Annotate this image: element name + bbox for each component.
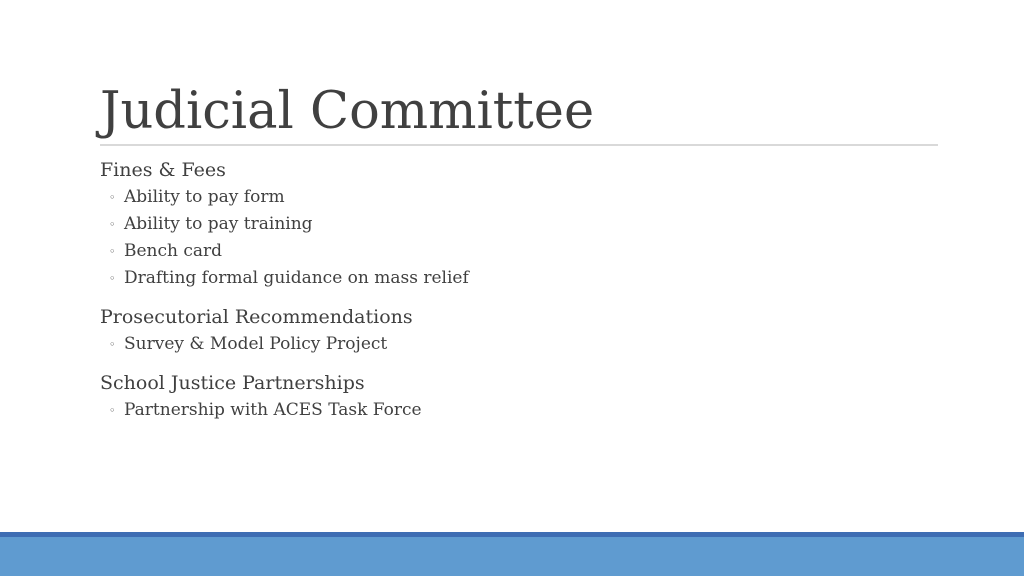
list-item — [100, 238, 940, 265]
list-item-text: Survey & Model Policy Project — [124, 334, 388, 354]
bullet-icon: ◦ — [109, 404, 116, 417]
bullet-icon: ◦ — [109, 338, 116, 351]
sub-list — [100, 331, 940, 358]
sub-list — [100, 184, 940, 292]
section-fines-fees — [100, 156, 940, 292]
bullet-icon: ◦ — [109, 191, 116, 204]
slide-title: Judicial Committee — [100, 82, 595, 141]
section-heading: Fines & Fees — [100, 159, 226, 181]
list-item — [100, 211, 940, 238]
list-item — [100, 184, 940, 211]
title-underline — [100, 144, 938, 146]
sub-list — [100, 397, 940, 424]
list-item — [100, 331, 940, 358]
list-item — [100, 265, 940, 292]
section-heading: Prosecutorial Recommendations — [100, 306, 413, 328]
list-item-text: Partnership with ACES Task Force — [124, 400, 422, 420]
section-heading: School Justice Partnerships — [100, 372, 365, 394]
list-item-text: Bench card — [124, 241, 223, 261]
list-item-text: Ability to pay form — [124, 187, 285, 207]
list-item-text: Drafting formal guidance on mass relief — [124, 268, 469, 288]
section-school-justice-partnerships — [100, 369, 940, 424]
list-item-text: Ability to pay training — [124, 214, 313, 234]
footer-band — [0, 537, 1024, 576]
slide-content — [100, 156, 940, 435]
bullet-icon: ◦ — [109, 218, 116, 231]
section-prosecutorial-recommendations — [100, 303, 940, 358]
bullet-icon: ◦ — [109, 245, 116, 258]
list-item — [100, 397, 940, 424]
bullet-icon: ◦ — [109, 272, 116, 285]
